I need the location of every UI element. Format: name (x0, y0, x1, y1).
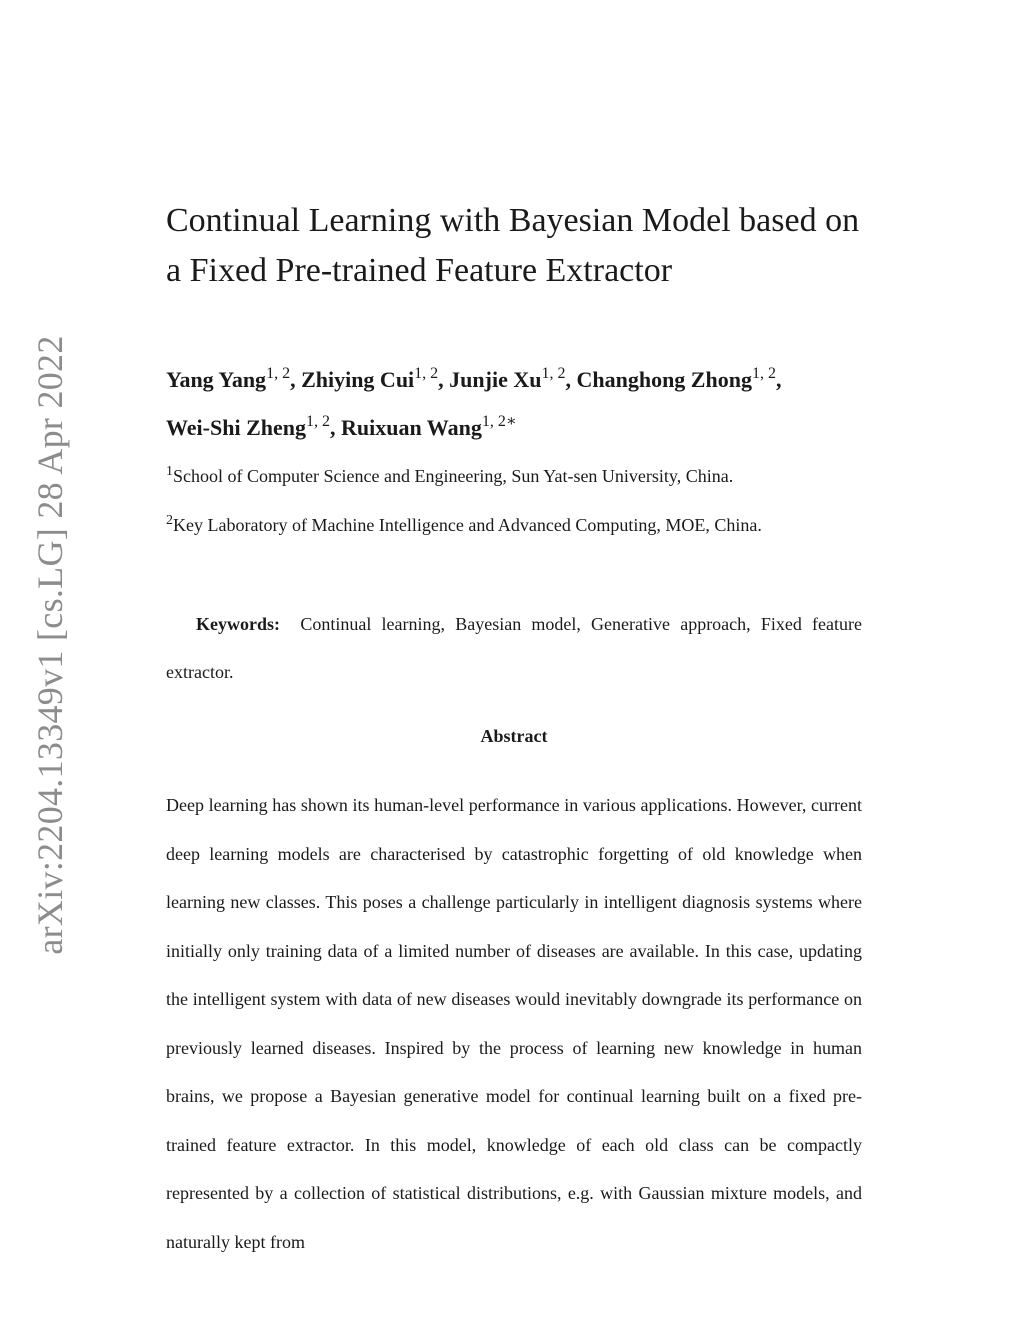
title-line-1: Continual Learning with Bayesian Model based on (166, 202, 860, 239)
author: Ruixuan Wang$^{1, 2∗}$ (340, 413, 517, 440)
title-line-2: a Fixed Pre-trained Feature Extractor (166, 252, 673, 289)
author: Yang Yang$^{1, 2}$, (166, 365, 302, 392)
paper-title (166, 196, 862, 296)
keywords (166, 600, 862, 696)
arxiv-identifier: arXiv:2204.13349v1 [cs.LG] 28 Apr 2022 (30, 335, 70, 955)
author: Changhong Zhong$^{1, 2}$, (576, 365, 782, 392)
keywords-text: Continual learning, Bayesian model, Generative approach, Fixed feature extractor. (166, 614, 862, 682)
abstract-heading: Abstract (480, 726, 548, 746)
author-list (166, 356, 862, 452)
keywords-label: Keywords: (196, 614, 280, 634)
author: Wei-Shi Zheng$^{1, 2}$, (166, 413, 341, 440)
author: Zhiying Cui$^{1, 2}$, (301, 365, 450, 392)
affiliation: $^1$School of Computer Science and Engineering, Sun Yat-sen University, China. (166, 464, 734, 486)
affiliation: $^2$Key Laboratory of Machine Intelligence and Advanced Computing, MOE, China. (166, 513, 762, 535)
author: Junjie Xu$^{1, 2}$, (449, 365, 577, 392)
paper-first-page (166, 196, 862, 1266)
abstract-text: Deep learning has shown its human-level performance in various applications. However, current deep learning models are characterised by catastrophic forgetting of old knowledge when learning new classes. This poses a challenge particularly in intelligent diagnosis systems where initially only training data of a limited number of diseases are available. In this case, updating the intelligent system with data of new diseases would inevitably downgrade its performance on previously learned diseases. Inspired by the process of learning new knowledge in human brains, we propose a Bayesian generative model for continual learning built on a fixed pre-trained feature extractor. In this model, knowledge of each old class can be compactly represented by a collection of statistical distributions, e.g. with Gaussian mixture models, and naturally kept from (166, 795, 862, 1252)
